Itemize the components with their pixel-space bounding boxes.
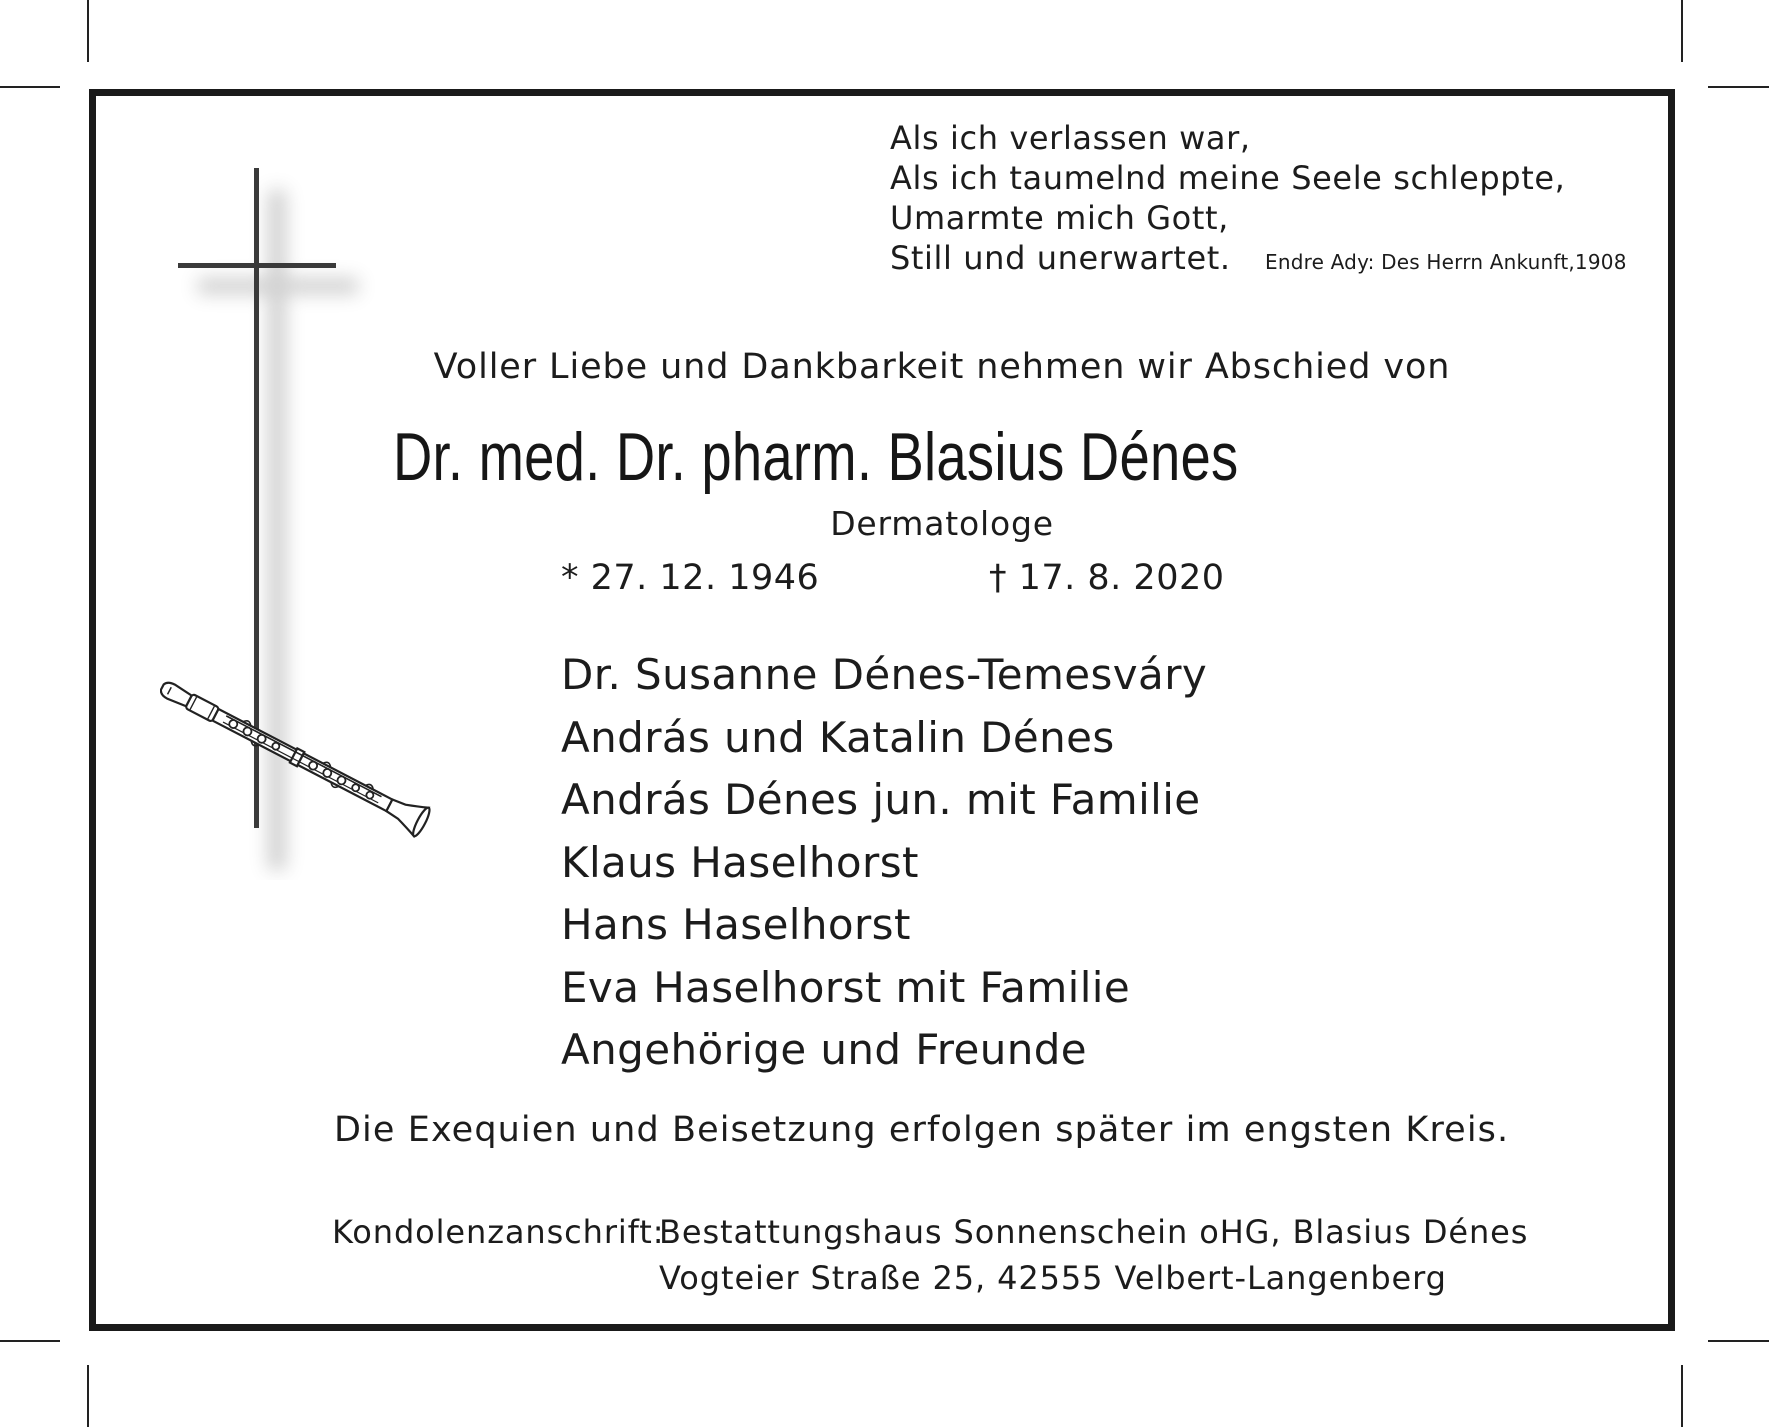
funeral-notice: Die Exequien und Beisetzung erfolgen später im engsten Kreis.: [334, 1110, 1510, 1150]
condolence-address-line: Bestattungshaus Sonnenschein oHG, Blasius Dénes: [659, 1213, 1529, 1251]
mourner-name: Angehörige und Freunde: [561, 1025, 1088, 1074]
crop-mark: [1681, 0, 1683, 62]
birth-date: * 27. 12. 1946: [561, 558, 820, 598]
mourners-list: [561, 644, 1207, 1082]
poem-line: Als ich verlassen war,: [890, 119, 1251, 157]
deceased-name: Dr. med. Dr. pharm. Blasius Dénes: [393, 419, 1239, 495]
mourner-name: Dr. Susanne Dénes-Temesváry: [561, 650, 1208, 699]
death-date: † 17. 8. 2020: [989, 558, 1225, 598]
crop-mark: [87, 0, 89, 62]
crop-mark: [87, 1365, 89, 1427]
crop-mark: [1681, 1365, 1683, 1427]
crop-mark: [0, 86, 60, 88]
mourner-name: András Dénes jun. mit Familie: [561, 775, 1201, 824]
clarinet-icon: [160, 670, 470, 860]
mourner-name: András und Katalin Dénes: [561, 712, 1115, 762]
crop-mark: [1708, 1340, 1769, 1342]
crop-mark: [0, 1340, 60, 1342]
poem-line: Still und unerwartet.: [890, 239, 1231, 277]
condolence-label: Kondolenzanschrift:: [332, 1213, 665, 1251]
crop-mark: [1708, 86, 1769, 88]
condolence-address-line: Vogteier Straße 25, 42555 Velbert-Langenberg: [659, 1259, 1447, 1297]
mourner-name: Hans Haselhorst: [561, 900, 911, 949]
deceased-profession: Dermatologe: [830, 504, 1054, 543]
mourner-name: Klaus Haselhorst: [561, 837, 919, 887]
mourner-name: Eva Haselhorst mit Familie: [561, 962, 1131, 1012]
poem-line: Als ich taumelnd meine Seele schleppte,: [890, 159, 1566, 197]
poem-line: Umarmte mich Gott,: [890, 199, 1229, 237]
poem-attribution: Endre Ady: Des Herrn Ankunft,1908: [1265, 250, 1627, 274]
farewell-intro: Voller Liebe und Dankbarkeit nehmen wir Abschied von: [433, 347, 1451, 387]
